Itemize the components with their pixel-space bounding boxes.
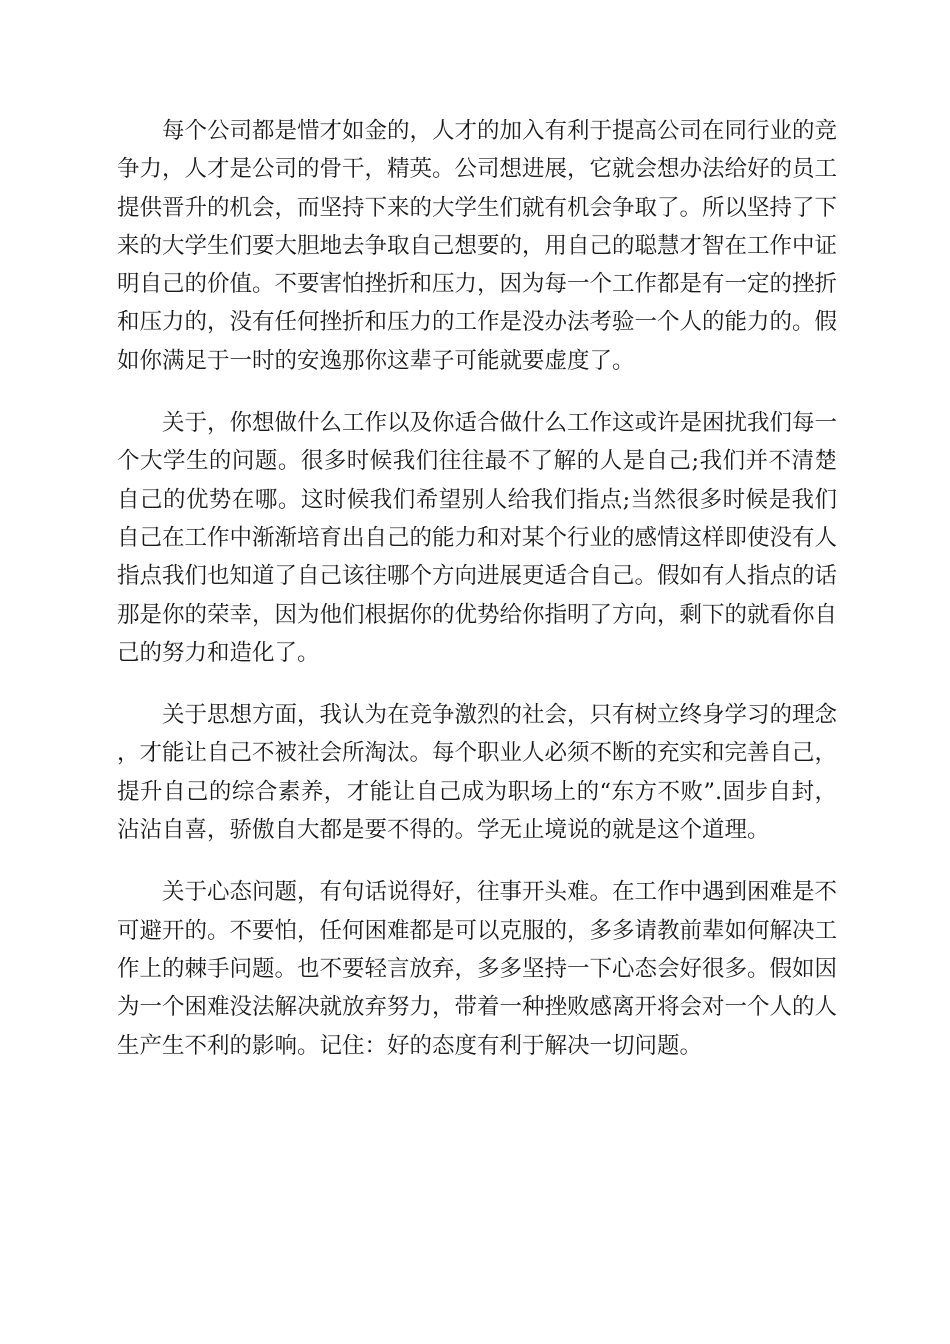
paragraph-4: 关于心态问题，有句话说得好，往事开头难。在工作中遇到困难是不可避开的。不要怕，任何困难都是可以克服的，多多请教前辈如何解决工作上的棘手问题。也不要轻言放弃，多多坚持一下心态会好很多。假如因为一个困难没法解决就放弃努力，带着一种挫败感离开将会对一个人的人生产生不利的影响。记住：好的态度有利于解决一切问题。 [117, 879, 838, 1059]
paragraph-1: 每个公司都是惜才如金的，人才的加入有利于提高公司在同行业的竞争力，人才是公司的骨干，精英。公司想进展，它就会想办法给好的员工提供晋升的机会，而坚持下来的大学生们就有机会争取了。所以坚持了下来的大学生们要大胆地去争取自己想要的，用自己的聪慧才智在工作中证明自己的价值。不要害怕挫折和压力，因为每一个工作都是有一定的挫折和压力的，没有任何挫折和压力的工作是没办法考验一个人的能力的。假如你满足于一时的安逸那你这辈子可能就要虚度了。 [117, 118, 838, 374]
paragraph-2: 关于，你想做什么工作以及你适合做什么工作这或许是困扰我们每一个大学生的问题。很多时候我们往往最不了解的人是自己;我们并不清楚自己的优势在哪。这时候我们希望别人给我们指点;当然很多时候是我们自己在工作中渐渐培育出自己的能力和对某个行业的感情这样即使没有人指点我们也知道了自己该往哪个方向进展更适合自己。假如有人指点的话那是你的荣幸，因为他们根据你的优势给你指明了方向，剩下的就看你自己的努力和造化了。 [117, 410, 838, 666]
paragraph-3: 关于思想方面，我认为在竞争激烈的社会，只有树立终身学习的理念，才能让自己不被社会所淘汰。每个职业人必须不断的充实和完善自己，提升自己的综合素养，才能让自己成为职场上的“东方不败”.固步自封，沾沾自喜，骄傲自大都是要不得的。学无止境说的就是这个道理。 [117, 702, 838, 844]
document-body [117, 112, 837, 1089]
